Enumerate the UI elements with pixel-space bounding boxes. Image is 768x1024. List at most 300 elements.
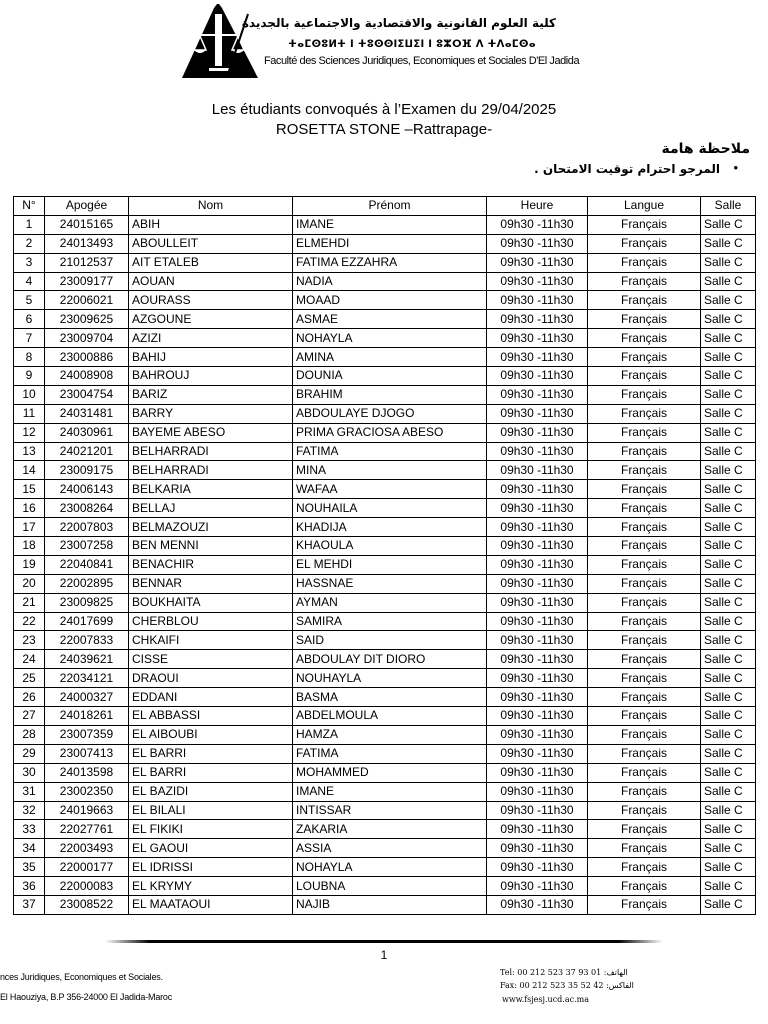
cell-apogee: 24015165	[45, 215, 129, 234]
cell-langue: Français	[588, 499, 701, 518]
cell-salle: Salle C	[701, 291, 756, 310]
cell-apogee: 23007359	[45, 725, 129, 744]
cell-number: 33	[14, 820, 45, 839]
cell-heure: 09h30 -11h30	[487, 650, 588, 669]
cell-salle: Salle C	[701, 612, 756, 631]
cell-number: 21	[14, 593, 45, 612]
cell-salle: Salle C	[701, 801, 756, 820]
col-header-heure: Heure	[487, 197, 588, 216]
cell-apogee: 22040841	[45, 555, 129, 574]
cell-number: 20	[14, 574, 45, 593]
cell-apogee: 24031481	[45, 404, 129, 423]
cell-salle: Salle C	[701, 404, 756, 423]
cell-langue: Français	[588, 329, 701, 348]
cell-number: 29	[14, 744, 45, 763]
cell-langue: Français	[588, 725, 701, 744]
col-header-langue: Langue	[588, 197, 701, 216]
cell-number: 37	[14, 895, 45, 914]
cell-heure: 09h30 -11h30	[487, 329, 588, 348]
cell-heure: 09h30 -11h30	[487, 839, 588, 858]
cell-prenom: EL MEHDI	[293, 555, 487, 574]
cell-nom: EL MAATAOUI	[129, 895, 293, 914]
cell-nom: AZIZI	[129, 329, 293, 348]
cell-prenom: WAFAA	[293, 480, 487, 499]
cell-nom: ABOULLEIT	[129, 234, 293, 253]
cell-apogee: 24006143	[45, 480, 129, 499]
cell-salle: Salle C	[701, 593, 756, 612]
cell-number: 8	[14, 348, 45, 367]
cell-prenom: FATIMA	[293, 442, 487, 461]
cell-nom: EL FIKIKI	[129, 820, 293, 839]
page-number: 1	[380, 948, 388, 962]
cell-heure: 09h30 -11h30	[487, 782, 588, 801]
cell-langue: Français	[588, 291, 701, 310]
cell-apogee: 24018261	[45, 707, 129, 726]
cell-salle: Salle C	[701, 518, 756, 537]
cell-prenom: ASSIA	[293, 839, 487, 858]
cell-prenom: NADIA	[293, 272, 487, 291]
cell-salle: Salle C	[701, 310, 756, 329]
table-row	[14, 744, 756, 763]
cell-heure: 09h30 -11h30	[487, 272, 588, 291]
cell-apogee: 23009825	[45, 593, 129, 612]
table-row	[14, 480, 756, 499]
cell-prenom: ABDOULAYE DJOGO	[293, 404, 487, 423]
cell-heure: 09h30 -11h30	[487, 877, 588, 896]
cell-salle: Salle C	[701, 555, 756, 574]
cell-langue: Français	[588, 631, 701, 650]
cell-apogee: 24039621	[45, 650, 129, 669]
cell-number: 2	[14, 234, 45, 253]
cell-apogee: 24013493	[45, 234, 129, 253]
table-row	[14, 631, 756, 650]
students-table	[13, 196, 756, 915]
table-row	[14, 348, 756, 367]
cell-heure: 09h30 -11h30	[487, 612, 588, 631]
cell-apogee: 22002895	[45, 574, 129, 593]
cell-nom: BELKARIA	[129, 480, 293, 499]
cell-salle: Salle C	[701, 234, 756, 253]
cell-apogee: 24030961	[45, 423, 129, 442]
cell-number: 22	[14, 612, 45, 631]
cell-heure: 09h30 -11h30	[487, 895, 588, 914]
cell-number: 32	[14, 801, 45, 820]
cell-apogee: 23009177	[45, 272, 129, 291]
cell-apogee: 24008908	[45, 367, 129, 386]
table-row	[14, 329, 756, 348]
cell-langue: Français	[588, 461, 701, 480]
cell-langue: Français	[588, 801, 701, 820]
cell-prenom: INTISSAR	[293, 801, 487, 820]
cell-heure: 09h30 -11h30	[487, 367, 588, 386]
cell-heure: 09h30 -11h30	[487, 291, 588, 310]
cell-salle: Salle C	[701, 480, 756, 499]
table-row	[14, 574, 756, 593]
cell-langue: Français	[588, 253, 701, 272]
cell-number: 10	[14, 385, 45, 404]
cell-nom: AOUAN	[129, 272, 293, 291]
cell-heure: 09h30 -11h30	[487, 707, 588, 726]
cell-heure: 09h30 -11h30	[487, 480, 588, 499]
cell-salle: Salle C	[701, 367, 756, 386]
cell-langue: Français	[588, 348, 701, 367]
cell-salle: Salle C	[701, 688, 756, 707]
cell-langue: Français	[588, 234, 701, 253]
cell-salle: Salle C	[701, 763, 756, 782]
cell-langue: Français	[588, 669, 701, 688]
cell-nom: EL BARRI	[129, 744, 293, 763]
cell-heure: 09h30 -11h30	[487, 555, 588, 574]
cell-nom: AZGOUNE	[129, 310, 293, 329]
cell-number: 31	[14, 782, 45, 801]
cell-heure: 09h30 -11h30	[487, 631, 588, 650]
cell-langue: Français	[588, 688, 701, 707]
cell-prenom: ASMAE	[293, 310, 487, 329]
cell-apogee: 23008522	[45, 895, 129, 914]
cell-nom: BAHIJ	[129, 348, 293, 367]
cell-salle: Salle C	[701, 631, 756, 650]
cell-langue: Français	[588, 574, 701, 593]
table-row	[14, 555, 756, 574]
cell-prenom: PRIMA GRACIOSA ABESO	[293, 423, 487, 442]
cell-heure: 09h30 -11h30	[487, 404, 588, 423]
cell-nom: DRAOUI	[129, 669, 293, 688]
cell-number: 13	[14, 442, 45, 461]
table-row	[14, 234, 756, 253]
table-row	[14, 215, 756, 234]
cell-langue: Français	[588, 839, 701, 858]
cell-salle: Salle C	[701, 215, 756, 234]
cell-langue: Français	[588, 385, 701, 404]
cell-number: 15	[14, 480, 45, 499]
cell-nom: EDDANI	[129, 688, 293, 707]
faculty-name-tifinagh: ⵜⴰⵎⵙⵓⵍⵜ ⵏ ⵜⵓⵙⵙⵏⵉⵡⵉⵏ ⵏ ⵓⵣⵔⴼ ⴷ ⵜⴷⴰⵎⵙⴰ	[288, 39, 536, 50]
cell-number: 35	[14, 858, 45, 877]
footer-address-line1: nces Juridiques, Economiques et Sociales.	[0, 972, 163, 982]
cell-nom: BOUKHAITA	[129, 593, 293, 612]
cell-apogee: 22027761	[45, 820, 129, 839]
cell-heure: 09h30 -11h30	[487, 574, 588, 593]
col-header-nom: Nom	[129, 197, 293, 216]
cell-number: 17	[14, 518, 45, 537]
cell-number: 11	[14, 404, 45, 423]
table-row	[14, 404, 756, 423]
exam-subtitle: ROSETTA STONE –Rattrapage-	[275, 121, 493, 138]
cell-number: 18	[14, 537, 45, 556]
cell-salle: Salle C	[701, 839, 756, 858]
important-note-text: المرجو احترام توقيت الامتحان .	[534, 162, 720, 176]
cell-langue: Français	[588, 593, 701, 612]
cell-nom: BENNAR	[129, 574, 293, 593]
cell-number: 3	[14, 253, 45, 272]
cell-heure: 09h30 -11h30	[487, 518, 588, 537]
cell-salle: Salle C	[701, 707, 756, 726]
cell-langue: Français	[588, 763, 701, 782]
important-note-heading: ملاحظة هامة	[661, 141, 750, 157]
cell-salle: Salle C	[701, 423, 756, 442]
cell-number: 23	[14, 631, 45, 650]
cell-salle: Salle C	[701, 442, 756, 461]
cell-heure: 09h30 -11h30	[487, 725, 588, 744]
cell-salle: Salle C	[701, 669, 756, 688]
table-row	[14, 442, 756, 461]
cell-prenom: HASSNAE	[293, 574, 487, 593]
cell-prenom: FATIMA	[293, 744, 487, 763]
cell-apogee: 24019663	[45, 801, 129, 820]
cell-salle: Salle C	[701, 272, 756, 291]
cell-nom: BELLAJ	[129, 499, 293, 518]
cell-prenom: LOUBNA	[293, 877, 487, 896]
cell-langue: Français	[588, 744, 701, 763]
table-row	[14, 423, 756, 442]
cell-heure: 09h30 -11h30	[487, 385, 588, 404]
cell-heure: 09h30 -11h30	[487, 858, 588, 877]
cell-nom: BELMAZOUZI	[129, 518, 293, 537]
cell-prenom: ABDELMOULA	[293, 707, 487, 726]
cell-heure: 09h30 -11h30	[487, 669, 588, 688]
cell-number: 14	[14, 461, 45, 480]
cell-nom: EL BAZIDI	[129, 782, 293, 801]
cell-langue: Français	[588, 858, 701, 877]
cell-prenom: FATIMA EZZAHRA	[293, 253, 487, 272]
faculty-name-french: Faculté des Sciences Juridiques, Economiques et Sociales D'El Jadida	[264, 55, 580, 67]
cell-salle: Salle C	[701, 725, 756, 744]
cell-langue: Français	[588, 367, 701, 386]
table-row	[14, 593, 756, 612]
cell-nom: BELHARRADI	[129, 461, 293, 480]
cell-number: 36	[14, 877, 45, 896]
cell-number: 26	[14, 688, 45, 707]
cell-heure: 09h30 -11h30	[487, 423, 588, 442]
cell-nom: ABIH	[129, 215, 293, 234]
cell-langue: Français	[588, 877, 701, 896]
footer-address-line2: El Haouziya, B.P 356-24000 El Jadida-Maroc	[0, 992, 173, 1002]
table-row	[14, 537, 756, 556]
cell-salle: Salle C	[701, 574, 756, 593]
exam-title: Les étudiants convoqués à l’Examen du 29/04/2025	[211, 101, 557, 118]
cell-langue: Français	[588, 272, 701, 291]
cell-salle: Salle C	[701, 820, 756, 839]
cell-apogee: 23009625	[45, 310, 129, 329]
table-row	[14, 461, 756, 480]
cell-langue: Français	[588, 782, 701, 801]
cell-prenom: MOAAD	[293, 291, 487, 310]
cell-heure: 09h30 -11h30	[487, 310, 588, 329]
cell-langue: Français	[588, 555, 701, 574]
footer-divider	[105, 940, 663, 943]
cell-apogee: 22034121	[45, 669, 129, 688]
cell-prenom: NAJIB	[293, 895, 487, 914]
table-row	[14, 707, 756, 726]
cell-salle: Salle C	[701, 782, 756, 801]
cell-prenom: SAMIRA	[293, 612, 487, 631]
cell-nom: AIT ETALEB	[129, 253, 293, 272]
cell-number: 24	[14, 650, 45, 669]
cell-prenom: AMINA	[293, 348, 487, 367]
table-row	[14, 858, 756, 877]
cell-nom: BAHROUJ	[129, 367, 293, 386]
cell-number: 19	[14, 555, 45, 574]
cell-prenom: KHADIJA	[293, 518, 487, 537]
cell-heure: 09h30 -11h30	[487, 234, 588, 253]
cell-prenom: ZAKARIA	[293, 820, 487, 839]
cell-apogee: 24021201	[45, 442, 129, 461]
cell-heure: 09h30 -11h30	[487, 537, 588, 556]
table-row	[14, 499, 756, 518]
bullet-icon: •	[733, 160, 738, 175]
cell-number: 5	[14, 291, 45, 310]
cell-nom: BAYEME ABESO	[129, 423, 293, 442]
cell-heure: 09h30 -11h30	[487, 215, 588, 234]
table-row	[14, 877, 756, 896]
cell-apogee: 24013598	[45, 763, 129, 782]
cell-prenom: BRAHIM	[293, 385, 487, 404]
cell-salle: Salle C	[701, 895, 756, 914]
cell-number: 12	[14, 423, 45, 442]
cell-langue: Français	[588, 650, 701, 669]
cell-nom: CHERBLOU	[129, 612, 293, 631]
cell-heure: 09h30 -11h30	[487, 499, 588, 518]
cell-heure: 09h30 -11h30	[487, 348, 588, 367]
cell-number: 27	[14, 707, 45, 726]
table-row	[14, 650, 756, 669]
cell-nom: EL IDRISSI	[129, 858, 293, 877]
col-header-prenom: Prénom	[293, 197, 487, 216]
footer-fax: Fax: 00 212 523 35 52 42 :الفاكس	[500, 981, 634, 990]
table-row	[14, 895, 756, 914]
cell-apogee: 22003493	[45, 839, 129, 858]
cell-apogee: 21012537	[45, 253, 129, 272]
table-row	[14, 310, 756, 329]
cell-langue: Français	[588, 537, 701, 556]
cell-nom: EL AIBOUBI	[129, 725, 293, 744]
cell-apogee: 22000083	[45, 877, 129, 896]
cell-prenom: DOUNIA	[293, 367, 487, 386]
cell-nom: EL BARRI	[129, 763, 293, 782]
table-row	[14, 612, 756, 631]
cell-langue: Français	[588, 404, 701, 423]
col-header-number: N°	[14, 197, 45, 216]
table-row	[14, 291, 756, 310]
cell-prenom: IMANE	[293, 782, 487, 801]
cell-salle: Salle C	[701, 385, 756, 404]
footer-tel: Tel: 00 212 523 37 93 01 :الهاتف	[500, 968, 628, 977]
cell-langue: Français	[588, 423, 701, 442]
table-row	[14, 763, 756, 782]
cell-apogee: 23009704	[45, 329, 129, 348]
cell-apogee: 23007258	[45, 537, 129, 556]
cell-prenom: HAMZA	[293, 725, 487, 744]
cell-nom: BARIZ	[129, 385, 293, 404]
cell-heure: 09h30 -11h30	[487, 744, 588, 763]
table-row	[14, 688, 756, 707]
cell-heure: 09h30 -11h30	[487, 801, 588, 820]
col-header-salle: Salle	[701, 197, 756, 216]
cell-langue: Français	[588, 895, 701, 914]
cell-salle: Salle C	[701, 461, 756, 480]
cell-prenom: ABDOULAY DIT DIORO	[293, 650, 487, 669]
table-row	[14, 669, 756, 688]
cell-salle: Salle C	[701, 537, 756, 556]
cell-prenom: IMANE	[293, 215, 487, 234]
cell-apogee: 24017699	[45, 612, 129, 631]
cell-nom: EL BILALI	[129, 801, 293, 820]
cell-number: 9	[14, 367, 45, 386]
cell-number: 25	[14, 669, 45, 688]
cell-prenom: MINA	[293, 461, 487, 480]
cell-heure: 09h30 -11h30	[487, 763, 588, 782]
cell-salle: Salle C	[701, 329, 756, 348]
col-header-apogee: Apogée	[45, 197, 129, 216]
footer-website: www.fsjesj.ucd.ac.ma	[502, 995, 589, 1004]
cell-apogee: 22000177	[45, 858, 129, 877]
cell-prenom: ELMEHDI	[293, 234, 487, 253]
cell-nom: EL GAOUI	[129, 839, 293, 858]
table-row	[14, 725, 756, 744]
cell-salle: Salle C	[701, 253, 756, 272]
cell-apogee: 23009175	[45, 461, 129, 480]
cell-prenom: NOHAYLA	[293, 858, 487, 877]
cell-apogee: 22007803	[45, 518, 129, 537]
cell-heure: 09h30 -11h30	[487, 253, 588, 272]
cell-nom: AOURASS	[129, 291, 293, 310]
cell-heure: 09h30 -11h30	[487, 593, 588, 612]
cell-number: 6	[14, 310, 45, 329]
cell-langue: Français	[588, 310, 701, 329]
cell-prenom: AYMAN	[293, 593, 487, 612]
cell-nom: BENACHIR	[129, 555, 293, 574]
cell-heure: 09h30 -11h30	[487, 442, 588, 461]
cell-salle: Salle C	[701, 858, 756, 877]
cell-langue: Français	[588, 215, 701, 234]
cell-nom: BEN MENNI	[129, 537, 293, 556]
cell-heure: 09h30 -11h30	[487, 461, 588, 480]
cell-prenom: BASMA	[293, 688, 487, 707]
table-row	[14, 801, 756, 820]
table-row	[14, 367, 756, 386]
cell-number: 34	[14, 839, 45, 858]
cell-apogee: 23004754	[45, 385, 129, 404]
table-row	[14, 272, 756, 291]
cell-apogee: 24000327	[45, 688, 129, 707]
cell-apogee: 23000886	[45, 348, 129, 367]
cell-nom: BELHARRADI	[129, 442, 293, 461]
cell-langue: Français	[588, 442, 701, 461]
cell-prenom: NOHAYLA	[293, 329, 487, 348]
cell-salle: Salle C	[701, 499, 756, 518]
cell-salle: Salle C	[701, 348, 756, 367]
cell-apogee: 22006021	[45, 291, 129, 310]
faculty-header	[178, 4, 580, 80]
cell-number: 30	[14, 763, 45, 782]
cell-prenom: NOUHAYLA	[293, 669, 487, 688]
cell-heure: 09h30 -11h30	[487, 820, 588, 839]
cell-nom: CISSE	[129, 650, 293, 669]
table-row	[14, 253, 756, 272]
cell-langue: Français	[588, 480, 701, 499]
cell-prenom: SAID	[293, 631, 487, 650]
cell-heure: 09h30 -11h30	[487, 688, 588, 707]
table-header-row	[14, 197, 756, 216]
cell-salle: Salle C	[701, 744, 756, 763]
table-row	[14, 782, 756, 801]
table-row	[14, 820, 756, 839]
cell-apogee: 23002350	[45, 782, 129, 801]
cell-prenom: NOUHAILA	[293, 499, 487, 518]
cell-langue: Français	[588, 707, 701, 726]
cell-number: 16	[14, 499, 45, 518]
cell-langue: Français	[588, 518, 701, 537]
